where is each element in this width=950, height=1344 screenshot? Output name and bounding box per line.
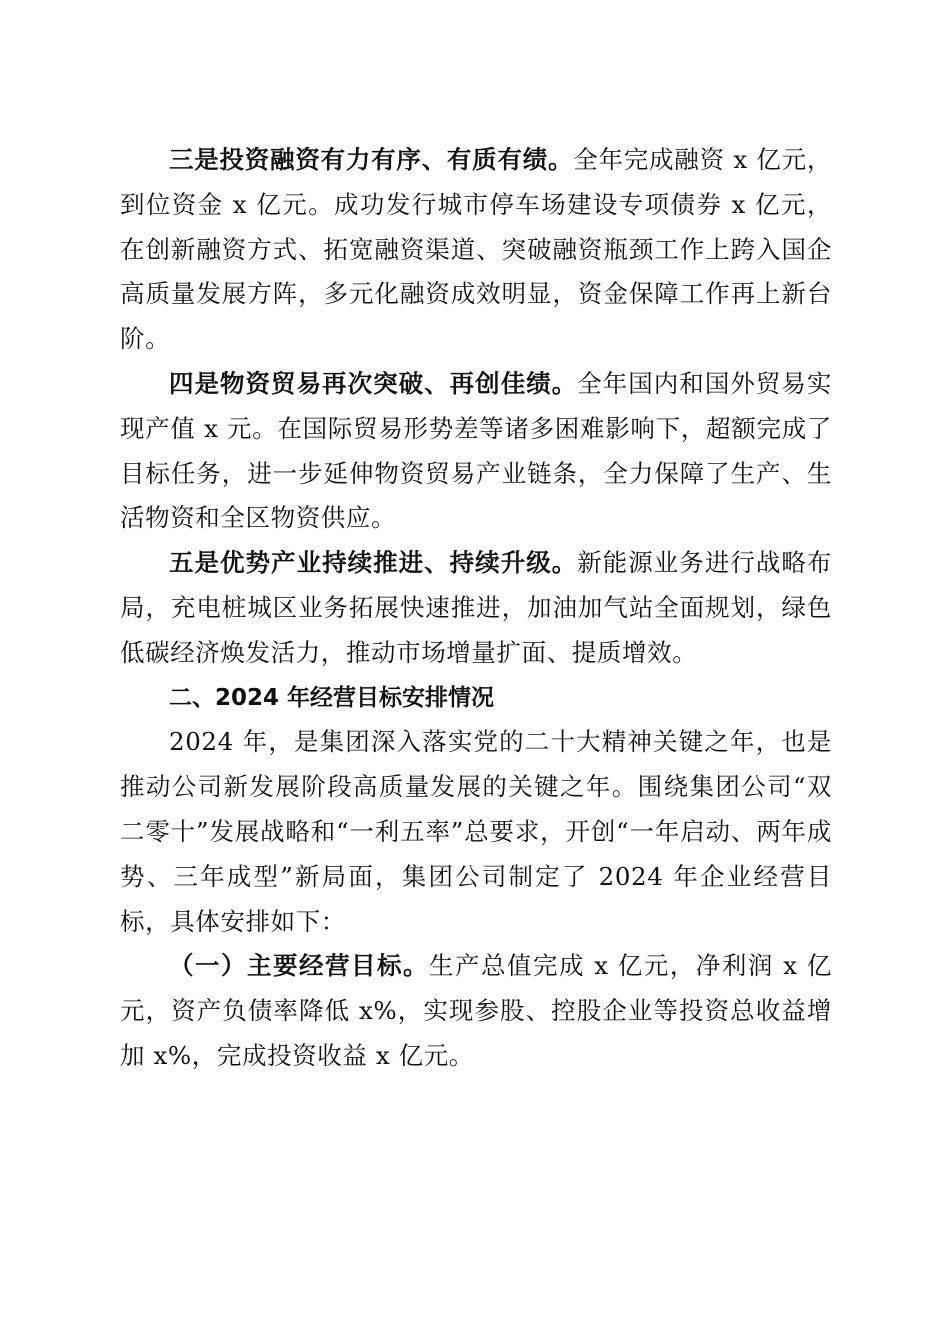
paragraph-main-targets [120, 944, 832, 1078]
paragraph-text: 全年国内和国外贸易实现产值 x 元。在国际贸易形势差等诸多困难影响下，超额完成了目标任务，进一步延伸物资贸易产业链条，全力保障了生产、生活物资和全区物资供应。 [120, 368, 832, 533]
paragraph-text: 全年完成融资 x 亿元，到位资金 x 亿元。成功发行城市停车场建设专项债券 x 亿元，在创新融资方式、拓宽融资渠道、突破融资瓶颈工作上跨入国企高质量发展方阵，多元化融资成效明显，资金保障工作再上新台阶。 [120, 145, 832, 354]
paragraph-material-trade [120, 362, 832, 541]
paragraph-lead: 三是投资融资有力有序、有质有绩。 [169, 145, 574, 174]
section-heading: 二、2024 年经营目标安排情况 [169, 684, 495, 711]
paragraph-lead: 五是优势产业持续推进、持续升级。 [169, 548, 578, 578]
paragraph-lead: 四是物资贸易再次突破、再创佳绩。 [169, 368, 578, 398]
paragraph-lead: （一）主要经营目标。 [169, 951, 429, 981]
paragraph-2024-intro: 2024 年，是集团深入落实党的二十大精神关键之年，也是推动公司新发展阶段高质量发展的关键之年。围绕集团公司“双二零十”发展战略和“一利五率”总要求，开创“一年启动、两年成势、三年成型”新局面，集团公司制定了 2024 年企业经营目标，具体安排如下： [120, 727, 832, 936]
paragraph-text: 生产总值完成 x 亿元，净利润 x 亿元，资产负债率降低 x%，实现参股、控股企业等投资总收益增加 x%，完成投资收益 x 亿元。 [120, 951, 832, 1070]
paragraph-investment-financing [120, 138, 832, 362]
paragraph-advantage-industry [120, 541, 832, 675]
document-body [120, 138, 832, 1079]
paragraph-text: 新能源业务进行战略布局，充电桩城区业务拓展快速推进，加油加气站全面规划，绿色低碳经济焕发活力，推动市场增量扩面、提质增效。 [120, 548, 832, 667]
